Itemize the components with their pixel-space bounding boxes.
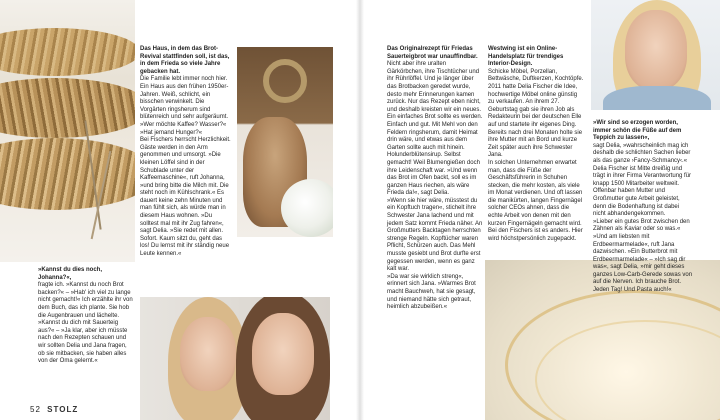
article-column xyxy=(488,46,585,243)
spine-gutter xyxy=(356,0,364,420)
wreath xyxy=(263,59,307,103)
column-paragraph: Ein einfaches Brot sollte es werden. Einfach und gut. Mit Mehl von den Feldern ringsherum, damit Heimat drin wäre, und etwas aus dem Garten sollte auch mit hinein. Holunderblütensirup. Selbst gemacht! Weil Blumengießen doch ihre Leidenschaft war. »Und wenn das Brot im Ofen backt, soll es im ganzen Haus riechen, als wäre Frieda da!«, sagt Delia. xyxy=(387,114,483,197)
column-paragraph: In solchen Unternehmen erwartet man, dass die Füße der Geschäftsführerin in Schuhen stecken, die mehr kosten, als viele im Monat verdienen. Und oft lassen die manikürten, langen Fingernägel solcher CEOs ahnen, dass die echte Arbeit von denen mit den kurzen Fingernägeln gemacht wird. Bei den Fischers ist es anders. Hier wird höchstpersönlich zugepackt. xyxy=(488,159,583,242)
column-paragraph: »Wenn sie hier wäre, müsstest du ein Kopftuch tragen«, stichelt ihre Schwester Jana lachend und mit jedem Satz kommt Frieda näher. An Großmutters Backtagen herrschten strenge Regeln. Kopftücher waren Pflicht, Schürzen auch. Das Mehl musste gesiebt und Brot durfte erst gegessen werden, wenn es ganz kalt war. xyxy=(387,197,483,273)
basket-layer xyxy=(0,78,135,138)
two-women-photo xyxy=(140,297,330,420)
bread-basket-photo xyxy=(0,0,135,262)
basket-layer xyxy=(0,28,135,76)
article-column xyxy=(140,46,232,259)
column-paragraph: Die Familie lebt immer noch hier. Ein Haus aus den frühen 1950er-Jahren. Weiß, schlicht, ein bisschen verwinkelt. Die Vorgärten ringsherum sind blütenreich und sehr aufgeräumt. »Wer möchte Kaffee? Wasser?« »Hat jemand Hunger?« xyxy=(140,76,229,136)
article-column xyxy=(387,46,483,312)
column-paragraph: Schicke Möbel, Porzellan, Bettwäsche, Duftkerzen, Kochtöpfe. 2011 hatte Delia Fischer die Idee, hochwertige Möbel online günstig zu verkaufen. An ihrem 27. Geburtstag gab sie ihren Job als Redakteurin bei der deutschen Elle auf und startete ihr eigenes Ding. Bereits nach drei Monaten holte sie ihre Mutter mit an Bord und kurze Zeit später auch ihre Schwester Jana. xyxy=(488,68,584,159)
column-lead: Das Originalrezept für Friedas Sauerteigbrot war unauffindbar. xyxy=(387,46,478,60)
article-column xyxy=(38,267,133,366)
hydrangea-flowers xyxy=(281,179,333,237)
page-folio xyxy=(30,405,78,414)
face xyxy=(252,313,314,395)
shirt xyxy=(603,86,711,110)
column-paragraph: Nicht aber ihre uralten Gärkörbchen, ihre Tischtücher und ihr Rührlöffel. Und je länger über das Brotbacken geredet wurde, desto mehr Erinnerungen kamen zurück. Nur das Rezept eben nicht, und deshalb kreisten wir ein neues. xyxy=(387,61,482,113)
column-quote-lead: »Kannst du dies noch, Johanna?«, xyxy=(38,267,103,281)
column-lead: Das Haus, in dem das Brot-Revival stattfinden soll, ist das, in dem Frieda so viele Jahre gebacken hat. xyxy=(140,46,230,75)
blonde-woman-portrait-photo xyxy=(591,0,720,110)
dog-and-flowers-photo xyxy=(237,47,333,237)
magazine-brand: STOLZ xyxy=(47,405,79,414)
column-paragraph: »Da war sie wirklich streng«, erinnert sich Jana. »Warmes Brot macht Bauchweh, hat sie gesagt, und niemand hätte sich getraut, heimlich abzubeißen.« xyxy=(387,273,476,311)
basket-layer xyxy=(0,138,135,210)
face xyxy=(180,317,236,391)
face xyxy=(625,10,687,90)
column-lead: Westwing ist ein Online-Handelsplatz für trendiges Interior-Design. xyxy=(488,46,564,68)
column-paragraph: »Lieber ein gutes Brot zwischen den Zähnen als Kaviar oder so was.« »Und am liebsten mit Erdbeermarmelade«, ruft Jana dazwischen. »Ein Butterbrot mit Erdbeermarmelade« – »Ich sag dir was«, sagt Delia, »mir geht dieses ganzes Low-Carb-Gerede sowas von auf die Nerven. Ich brauche Brot. Jeden Tag! Und Pasta auch!« xyxy=(593,218,693,294)
page-number: 52 xyxy=(30,405,41,414)
column-quote-lead: »Wir sind so erzogen worden, immer schön die Füße auf dem Teppich zu lassen«, xyxy=(593,120,682,142)
article-column xyxy=(593,120,693,295)
column-paragraph: fragte ich. »Kannst du noch Brot backen?« – »Hab' ich viel zu lange nicht gemacht!« Ich erzählte ihr von dem Buch, das ich plante. Sie hob die Augenbrauen und lächelte. »Kannst du dich mit Sauerteig aus?« – »Ja klar, aber ich müsste nach den Rezepten schauen und wir sollten Delia und Jana fragen, ob sie mitbacken, sie haben alles von der Oma gelernt.« xyxy=(38,282,133,365)
column-paragraph: Bei Fischers herrscht Herzlichkeit. Gäste werden in den Arm genommen und umsorgt. »Die kleinen Löffel sind in der Schublade unter der Kaffeemaschine«, ruft Johanna, »und bring bitte die Milch mit. Die steht noch im Kühlschrank.« Es dauert keine zehn Minuten und man fühlt sich, als würde man in diesem Haus wohnen. »Du solltest mal mit ihr Zug fahren«, sagt Delia. »Sie redet mit allen. Sofort. Kaum sitzt du, geht das los! Du lernst mit ihr ständig neue Leute kennen.« xyxy=(140,137,231,258)
right-page xyxy=(360,0,720,420)
column-paragraph: sagt Delia, »wahrscheinlich mag ich deshalb die schlichten Sachen lieber als das ganze ›Fancy-Schmancy‹.« Delia Fischer ist Mitte dreißig und trägt in ihrer Firma Verantwortung für knapp 1500 Mitarbeiter weltweit. Offenbar haben Mutter und Großmutter gute Arbeit geleistet, denn die Bodenhaftung ist dabei nicht abhandengekommen. xyxy=(593,142,692,218)
